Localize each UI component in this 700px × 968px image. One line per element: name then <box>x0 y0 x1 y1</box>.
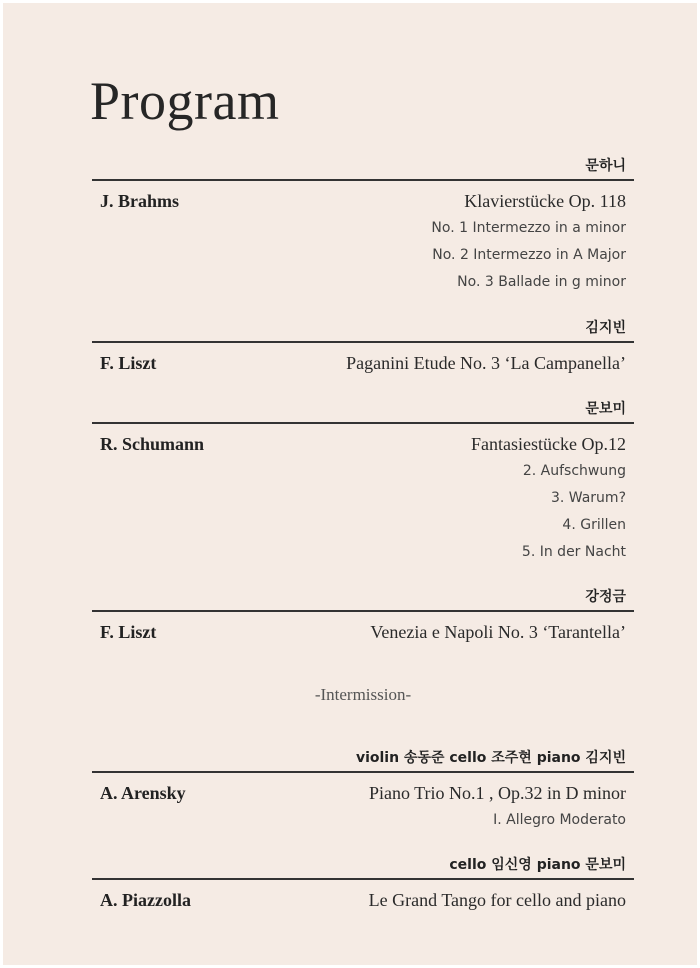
movement-item: No. 2 Intermezzo in A Major <box>432 247 626 263</box>
program-section-liszt-tarantella <box>92 587 634 646</box>
intermission-label: -Intermission- <box>314 685 412 704</box>
composer-name: J. Brahms <box>100 191 180 211</box>
section-divider <box>92 878 634 880</box>
composer-name: A. Arensky <box>100 783 186 803</box>
section-divider <box>92 771 634 773</box>
piece-row <box>92 779 634 807</box>
movement-item: 5. In der Nacht <box>521 544 626 560</box>
program-section-liszt-campanella <box>92 318 634 377</box>
piece-row <box>92 886 634 914</box>
movement-item: No. 3 Ballade in g minor <box>457 274 626 290</box>
section-divider <box>92 179 634 181</box>
performer-label: violin 송동준 cello 조주현 piano 김지빈 <box>355 750 626 766</box>
work-title: Paganini Etude No. 3 ‘La Campanella’ <box>346 353 626 373</box>
movement-item: 3. Warum? <box>550 490 626 506</box>
program-section-schumann <box>92 399 634 566</box>
program-section-piazzolla <box>92 855 634 914</box>
program-section-arensky <box>92 748 634 834</box>
composer-name: F. Liszt <box>100 622 157 642</box>
performer-label: 문하니 <box>585 158 626 174</box>
work-title: Venezia e Napoli No. 3 ‘Tarantella’ <box>370 622 626 642</box>
program-section-brahms <box>92 156 634 296</box>
movement-item: No. 1 Intermezzo in a minor <box>431 220 626 236</box>
piece-row <box>92 187 634 215</box>
section-divider <box>92 422 634 424</box>
work-title: Piano Trio No.1 , Op.32 in D minor <box>368 783 626 803</box>
composer-name: F. Liszt <box>100 353 157 373</box>
piece-row <box>92 430 634 458</box>
page-title: Program <box>90 71 280 131</box>
performer-label: 김지빈 <box>585 320 626 336</box>
work-title: Klavierstücke Op. 118 <box>464 191 626 211</box>
movement-item: 4. Grillen <box>562 517 626 533</box>
piece-row <box>92 349 634 377</box>
movement-item: I. Allegro Moderato <box>493 812 626 828</box>
work-title: Fantasiestücke Op.12 <box>471 434 626 454</box>
performer-label: cello 임신영 piano 문보미 <box>449 857 626 873</box>
section-divider <box>92 610 634 612</box>
work-title: Le Grand Tango for cello and piano <box>368 890 626 910</box>
section-divider <box>92 341 634 343</box>
composer-name: A. Piazzolla <box>100 890 191 910</box>
movement-item: 2. Aufschwung <box>522 463 626 479</box>
performer-label: 강정금 <box>585 589 626 605</box>
piece-row <box>92 618 634 646</box>
composer-name: R. Schumann <box>100 434 205 454</box>
performer-label: 문보미 <box>585 401 626 417</box>
